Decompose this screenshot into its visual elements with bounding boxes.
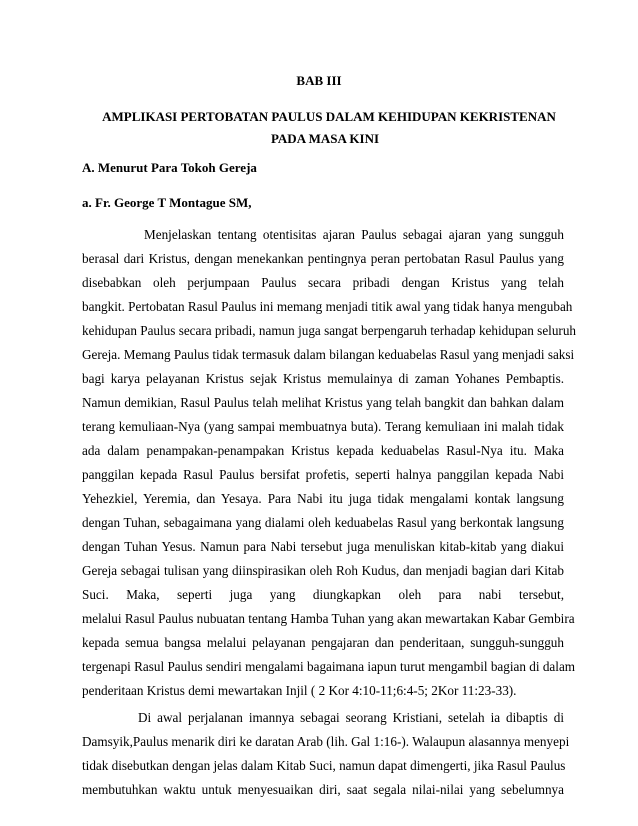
paragraph-1-line: Yehezkiel, Yeremia, dan Yesaya. Para Nabi itu juga tidak mengalami kontak langsung — [82, 491, 564, 506]
chapter-title-line2: PADA MASA KINI — [270, 131, 380, 146]
paragraph-1-line: terang kemuliaan-Nya (yang sampai membuatnya buta). Terang kemuliaan ini malah tidak — [82, 419, 564, 434]
paragraph-1-line: dengan Tuhan, sebagaimana yang dialami oleh keduabelas Rasul yang berkontak langsung — [82, 515, 564, 530]
paragraph-1-line: Gereja sebagai tulisan yang diinspirasikan oleh Roh Kudus, dan menjadi bagian dari Kitab — [82, 563, 564, 578]
paragraph-1-line: disebabkan oleh perjumpaan Paulus secara pribadi dengan Kristus yang telah — [82, 275, 564, 290]
paragraph-1-line: panggilan kepada Rasul Paulus bersifat profetis, seperti halnya panggilan kepada Nabi — [82, 467, 564, 482]
paragraph-1-line: melalui Rasul Paulus nubuatan tentang Hamba Tuhan yang akan mewartakan Kabar Gembira — [82, 611, 575, 626]
chapter-heading: BAB III — [296, 73, 342, 88]
paragraph-1-line: bangkit. Pertobatan Rasul Paulus ini memang menjadi titik awal yang tidak hanya mengubah — [82, 299, 573, 314]
paragraph-1-line: kehidupan Paulus secara pribadi, namun juga sangat berpengaruh terhadap kehidupan seluruh — [82, 323, 577, 338]
paragraph-1-line: Gereja. Memang Paulus tidak termasuk dalam bilangan keduabelas Rasul yang menjadi saksi — [82, 347, 575, 362]
paragraph-1-line: bagi karya pelayanan Kristus sejak Kristus memulainya di zaman Yohanes Pembaptis. — [82, 371, 564, 386]
paragraph-1-line: dengan Tuhan Yesus. Namun para Nabi tersebut juga menuliskan kitab-kitab yang diakui — [82, 539, 564, 554]
subsection-heading-a: a. Fr. George T Montague SM, — [82, 195, 252, 210]
chapter-title-line1: AMPLIKASI PERTOBATAN PAULUS DALAM KEHIDUPAN KEKRISTENAN — [102, 109, 556, 124]
section-heading-a: A. Menurut Para Tokoh Gereja — [82, 160, 257, 175]
paragraph-1-line: tergenapi Rasul Paulus sendiri mengalami bagaimana iapun turut mengambil bagian di dalam — [82, 659, 576, 674]
paragraph-2-line: Di awal perjalanan imannya sebagai seorang Kristiani, setelah ia dibaptis di — [138, 710, 564, 725]
paragraph-1-line: penderitaan Kristus demi mewartakan Injil ( 2 Kor 4:10-11;6:4-5; 2Kor 11:23-33). — [82, 683, 517, 698]
paragraph-1 — [82, 223, 577, 703]
paragraph-1-line: kepada semua bangsa melalui pelayanan pengajaran dan penderitaan, sungguh-sungguh — [82, 635, 564, 650]
paragraph-2-line: tidak disebutkan dengan jelas dalam Kitab Suci, namun dapat dimengerti, jika Rasul Paulus — [82, 758, 566, 773]
paragraph-1-line: Namun demikian, Rasul Paulus telah melihat Kristus yang telah bangkit dan bahkan dalam — [82, 395, 564, 410]
paragraph-1-line: berasal dari Kristus, dengan menekankan pentingnya peran pertobatan Rasul Paulus yang — [82, 251, 564, 266]
paragraph-2 — [82, 706, 570, 802]
paragraph-1-line: ada dalam penampakan-penampakan Kristus kepada keduabelas Rasul-Nya itu. Maka — [82, 443, 564, 458]
paragraph-2-line: membutuhkan waktu untuk menyesuaikan diri, saat segala nilai-nilai yang sebelumnya — [82, 782, 564, 797]
paragraph-2-line: Damsyik,Paulus menarik diri ke daratan Arab (lih. Gal 1:16-). Walaupun alasannya menyepi — [82, 734, 570, 749]
paragraph-1-line: Menjelaskan tentang otentisitas ajaran Paulus sebagai ajaran yang sungguh — [144, 227, 564, 242]
paragraph-1-line: Suci. Maka, seperti juga yang diungkapkan oleh para nabi tersebut, — [82, 587, 564, 602]
